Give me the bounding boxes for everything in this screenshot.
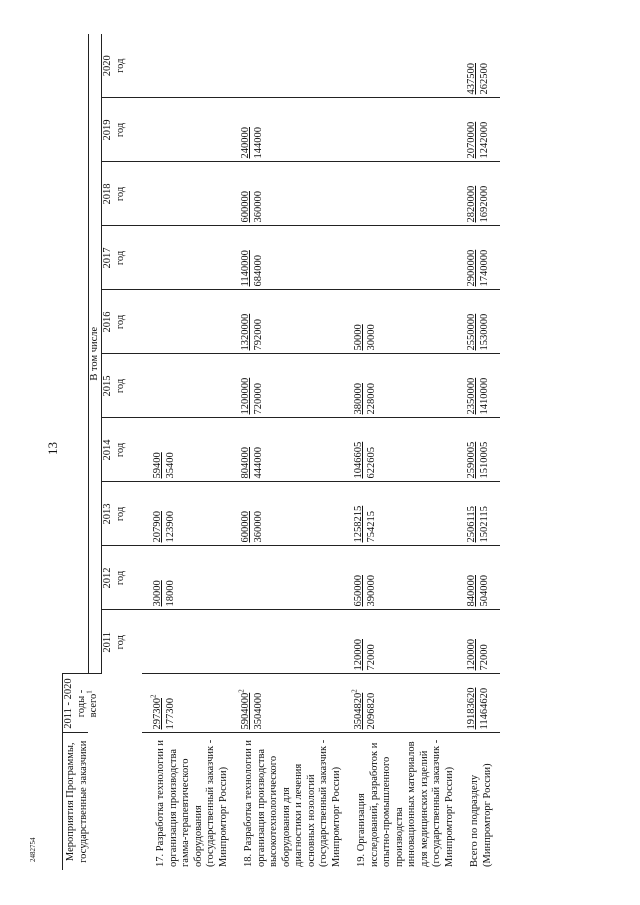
row-year-cell (230, 482, 343, 546)
year-top-value: 1320000 (240, 313, 251, 351)
year-top-value: 1200000 (240, 377, 251, 415)
table-row (343, 34, 456, 870)
table-row (230, 34, 343, 870)
row-activity-name: 18. Разработка технологии и организация производства высокотехнологического оборудования для диагностики и лечения основных нозологий (государственный заказчик - Минпромторг России) (243, 739, 342, 867)
year-bottom-value: 72000 (478, 644, 490, 671)
row-year-cell (456, 226, 500, 290)
header-activity: Мероприятия Программы, государственные заказчики (63, 733, 143, 870)
total-bottom-value: 11464620 (478, 687, 490, 730)
year-bottom-value: 684000 (252, 255, 264, 287)
year-bottom-value: 30000 (365, 324, 377, 351)
header-year-number: 2013 (102, 503, 113, 525)
year-top-value: 840000 (466, 575, 477, 607)
header-year-unit: год (114, 442, 126, 458)
year-bottom-value: 504000 (478, 575, 490, 607)
row-total-cell (343, 674, 456, 733)
row-year-cell (343, 290, 456, 354)
header-year-number: 2018 (102, 183, 113, 205)
year-top-value: 207900 (152, 511, 163, 543)
row-year-cell (230, 290, 343, 354)
year-top-value: 2350000 (466, 377, 477, 415)
year-top-value: 1258215 (353, 505, 364, 543)
header-total-period: 2011 - 2020 годы - (63, 674, 89, 733)
row-total-cell (142, 674, 230, 733)
header-year-2018 (102, 162, 143, 226)
year-bottom-value: 72000 (365, 644, 377, 671)
row-year-cell (142, 98, 230, 162)
row-year-cell (230, 162, 343, 226)
row-year-cell (142, 290, 230, 354)
year-top-value: 120000 (353, 639, 364, 671)
row-year-cell (230, 418, 343, 482)
row-year-cell (456, 290, 500, 354)
header-year-unit: год (114, 635, 126, 650)
total-top-value: 297300$^2$ (149, 694, 163, 730)
row-year-cell (456, 610, 500, 674)
header-year-unit: год (114, 314, 126, 330)
total-bottom-value: 3504000 (252, 692, 264, 730)
year-top-value: 600000 (240, 511, 251, 543)
year-top-value: 240000 (240, 127, 251, 159)
header-year-number: 2020 (102, 55, 113, 77)
year-top-value: 2070000 (466, 121, 477, 159)
header-year-2020 (102, 34, 143, 98)
header-year-number: 2016 (102, 311, 113, 333)
header-year-2014 (102, 418, 143, 482)
header-year-number: 2017 (102, 247, 113, 269)
year-bottom-value: 1502115 (478, 506, 490, 543)
page-number: 13 (45, 442, 60, 455)
row-year-cell (230, 226, 343, 290)
header-year-2017 (102, 226, 143, 290)
row-activity-name: Всего по подразделу (Минпромторг России) (469, 763, 493, 867)
year-bottom-value: 262500 (478, 63, 490, 95)
row-year-cell (343, 482, 456, 546)
year-bottom-value: 1242000 (478, 121, 490, 159)
row-year-cell (142, 610, 230, 674)
year-bottom-value: 444000 (252, 447, 264, 479)
header-year-2013 (102, 482, 143, 546)
header-group-label: В том числе (88, 34, 102, 674)
table-body (142, 34, 500, 870)
header-year-2016 (102, 290, 143, 354)
header-year-unit: год (114, 122, 126, 138)
header-year-2015 (102, 354, 143, 418)
total-bottom-value: 177300 (164, 698, 176, 730)
year-bottom-value: 622605 (365, 447, 377, 479)
row-year-cell (142, 226, 230, 290)
year-bottom-value: 144000 (252, 127, 264, 159)
document-code: 2482754 (29, 837, 37, 862)
year-top-value: 2590005 (466, 441, 477, 479)
total-top-value: 19183620 (466, 687, 477, 730)
total-top-value: 3504820$^2$ (350, 689, 364, 730)
row-year-cell (456, 482, 500, 546)
row-year-cell (456, 418, 500, 482)
year-bottom-value: 1510005 (478, 441, 490, 479)
header-year-2012 (102, 546, 143, 610)
row-year-cell (343, 34, 456, 98)
year-top-value: 120000 (466, 639, 477, 671)
row-year-cell (343, 226, 456, 290)
row-activity-name: 17. Разработка технологии и организация производства гамма-терапевтического оборудования (государственный заказчик - Минпромторг России) (155, 739, 229, 867)
row-year-cell (142, 546, 230, 610)
year-bottom-value: 720000 (252, 383, 264, 415)
year-top-value: 380000 (353, 383, 364, 415)
header-year-unit: год (114, 570, 126, 586)
row-total-cell (230, 674, 343, 733)
row-year-cell (343, 418, 456, 482)
row-year-cell (230, 610, 343, 674)
year-top-value: 804000 (240, 447, 251, 479)
row-activity-name: 19. Организация исследований, разработок и опытно-промышленного производства инновационных материалов для медицинских изделий (государственный заказчик - Минпромторг России) (356, 739, 455, 867)
header-year-number: 2015 (102, 375, 113, 397)
row-year-cell (456, 354, 500, 418)
row-year-cell (230, 34, 343, 98)
total-bottom-value: 2096820 (365, 692, 377, 730)
header-year-2019 (102, 98, 143, 162)
year-bottom-value: 1530000 (478, 313, 490, 351)
header-year-unit: год (114, 378, 126, 394)
year-top-value: 50000 (353, 324, 364, 351)
header-year-number: 2014 (102, 439, 113, 461)
funding-table (62, 34, 500, 870)
year-bottom-value: 1692000 (478, 185, 490, 223)
year-bottom-value: 390000 (365, 575, 377, 607)
row-year-cell (142, 418, 230, 482)
table-row (456, 34, 500, 870)
table-row (142, 34, 230, 870)
row-year-cell (343, 546, 456, 610)
row-year-cell (343, 98, 456, 162)
year-top-value: 1140000 (240, 250, 251, 287)
year-top-value: 59400 (152, 452, 163, 479)
header-total-label: всего$^1$ (85, 690, 99, 718)
header-year-unit: год (114, 58, 126, 73)
row-year-cell (456, 546, 500, 610)
header-year-unit: год (114, 506, 126, 522)
year-bottom-value: 18000 (164, 580, 176, 607)
year-top-value: 2550000 (466, 313, 477, 351)
row-year-cell (456, 98, 500, 162)
year-bottom-value: 228000 (365, 383, 377, 415)
row-year-cell (230, 546, 343, 610)
rotated-page-content (62, 34, 610, 870)
header-year-unit: год (114, 186, 126, 202)
row-year-cell (456, 34, 500, 98)
row-year-cell (142, 354, 230, 418)
year-top-value: 437500 (466, 63, 477, 95)
year-top-value: 30000 (152, 580, 163, 607)
header-year-number: 2019 (102, 119, 113, 141)
row-year-cell (142, 34, 230, 98)
row-year-cell (343, 162, 456, 226)
year-bottom-value: 360000 (252, 511, 264, 543)
row-year-cell (343, 610, 456, 674)
year-top-value: 600000 (240, 191, 251, 223)
row-total-cell (456, 674, 500, 733)
year-bottom-value: 1410000 (478, 377, 490, 415)
year-bottom-value: 123900 (164, 511, 176, 543)
header-year-number: 2011 (102, 631, 113, 653)
total-top-value: 5904000$^2$ (237, 689, 251, 730)
year-top-value: 650000 (353, 575, 364, 607)
year-bottom-value: 754215 (365, 511, 377, 543)
header-year-number: 2012 (102, 567, 113, 589)
year-bottom-value: 792000 (252, 319, 264, 351)
row-year-cell (142, 482, 230, 546)
year-bottom-value: 360000 (252, 191, 264, 223)
row-year-cell (343, 354, 456, 418)
header-year-2011 (102, 610, 143, 674)
year-top-value: 2820000 (466, 185, 477, 223)
row-year-cell (142, 162, 230, 226)
year-top-value: 2900000 (466, 249, 477, 287)
row-year-cell (230, 354, 343, 418)
header-top-blank (63, 34, 89, 674)
year-top-value: 2506115 (466, 506, 477, 543)
header-year-unit: год (114, 250, 126, 266)
year-bottom-value: 1740000 (478, 249, 490, 287)
row-year-cell (456, 162, 500, 226)
year-bottom-value: 35400 (164, 452, 176, 479)
year-top-value: 1046605 (353, 441, 364, 479)
row-year-cell (230, 98, 343, 162)
